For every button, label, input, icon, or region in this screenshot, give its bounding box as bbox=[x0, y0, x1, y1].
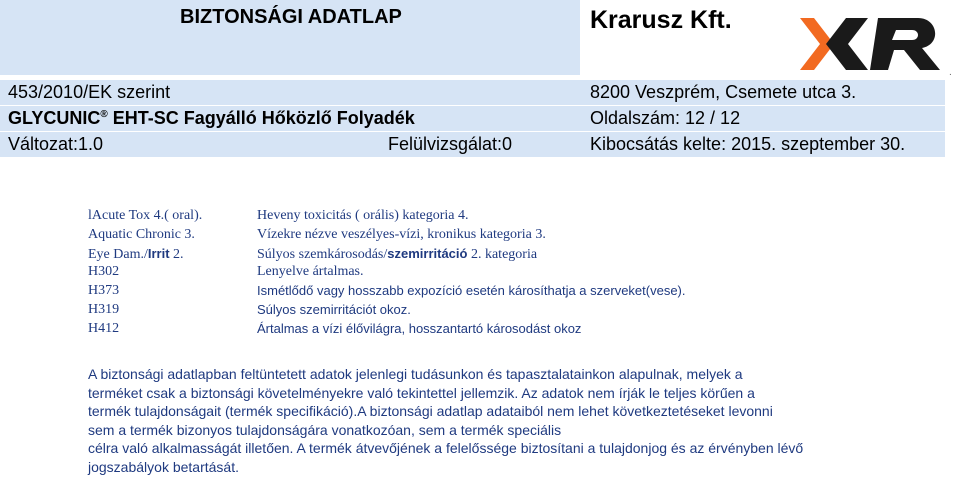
disclaimer-paragraph bbox=[88, 365, 888, 476]
product-rest: EHT-SC Fagyálló Hőközlő Folyadék bbox=[107, 108, 415, 128]
hazard-code: lAcute Tox 4.( oral). bbox=[88, 208, 203, 223]
hazard-code: H302 bbox=[88, 264, 120, 280]
registered-mark: ® bbox=[100, 109, 108, 120]
hazard-row bbox=[88, 320, 848, 339]
paragraph-line: sem a termék bizonyos tulajdonságára vonatkozóan, sem a termék speciális bbox=[88, 421, 562, 438]
paragraph-line: célra való alkalmasságát illetően. A termék átvevőjének a felelőssége biztosítani a tulajdonjog és az érvényben lévő bbox=[88, 440, 804, 456]
hazard-desc: Heveny toxicitás ( orális) kategoria 4. bbox=[257, 208, 469, 223]
header-row-regulation bbox=[0, 80, 945, 105]
hazard-row bbox=[88, 263, 848, 282]
hazard-desc-part: 2. kategoria bbox=[467, 246, 538, 262]
hazard-row bbox=[88, 282, 848, 301]
hazard-code-bold: Irrit bbox=[147, 245, 170, 261]
hazard-code: H319 bbox=[88, 301, 120, 317]
hazard-desc: Ismétlődő vagy hosszabb expozíció esetén károsíthatja a szerveket(vese). bbox=[257, 283, 686, 299]
hazard-code-part: 2. bbox=[169, 246, 184, 262]
hazard-desc bbox=[257, 245, 537, 265]
page-number: Oldalszám: 12 / 12 bbox=[590, 108, 741, 128]
edge-mark: . bbox=[949, 67, 952, 78]
product-name bbox=[8, 108, 415, 129]
hazard-code: H412 bbox=[88, 320, 120, 336]
product-prefix: GLYCUNIC bbox=[8, 108, 101, 128]
hazard-row bbox=[88, 245, 848, 264]
header-row-product bbox=[0, 106, 945, 131]
issue-date: Kibocsátás kelte: 2015. szeptember 30. bbox=[590, 134, 906, 154]
hazard-desc-bold: szemirritáció bbox=[387, 245, 468, 261]
hazard-code bbox=[88, 245, 184, 265]
company-name: Krarusz Kft. bbox=[590, 6, 732, 34]
header-row-version bbox=[0, 132, 945, 157]
document-header bbox=[0, 0, 960, 158]
regulation-text: 453/2010/EK szerint bbox=[8, 82, 171, 102]
address-text: 8200 Veszprém, Csemete utca 3. bbox=[590, 82, 857, 102]
krarusz-logo bbox=[800, 4, 950, 72]
hazard-row bbox=[88, 207, 848, 226]
revision-text: Felülvizsgálat:0 bbox=[388, 134, 513, 154]
hazard-code: H373 bbox=[88, 283, 120, 299]
hazard-desc: Ártalmas a vízi élővilágra, hosszantartó károsodást okoz bbox=[257, 320, 582, 336]
paragraph-line: terméket csak a biztonsági követelményekre való tekintettel jellemzik. Az adatok nem írják le teljes körűen a bbox=[88, 384, 755, 401]
hazard-desc: Súlyos szemirritációt okoz. bbox=[257, 301, 411, 317]
version-text: Változat:1.0 bbox=[8, 134, 104, 154]
hazard-row bbox=[88, 301, 848, 320]
hazard-desc: Vízekre nézve veszélyes-vízi, kronikus kategoria 3. bbox=[257, 226, 546, 242]
hazard-code: Aquatic Chronic 3. bbox=[88, 226, 195, 242]
document-title: BIZTONSÁGI ADATLAP bbox=[180, 6, 402, 28]
hazard-desc: Lenyelve ártalmas. bbox=[257, 264, 364, 280]
hazard-list bbox=[88, 207, 848, 339]
hazard-row bbox=[88, 226, 848, 245]
hazard-desc-part: Súlyos szemkárosodás/ bbox=[257, 246, 388, 262]
paragraph-line: jogszabályok betartását. bbox=[88, 458, 239, 475]
hazard-code-part: Eye Dam./ bbox=[88, 246, 148, 262]
paragraph-line: termék tulajdonságait (termék specifikáció).A biztonsági adatlap adataiból nem lehet következtetéseket levonni bbox=[88, 403, 773, 419]
logo-r-letter bbox=[870, 18, 940, 70]
paragraph-line: A biztonsági adatlapban feltüntetett adatok jelenlegi tudásunkon és tapasztalatainkon alapulnak, melyek a bbox=[88, 366, 743, 382]
logo-k-arm bbox=[826, 18, 868, 70]
